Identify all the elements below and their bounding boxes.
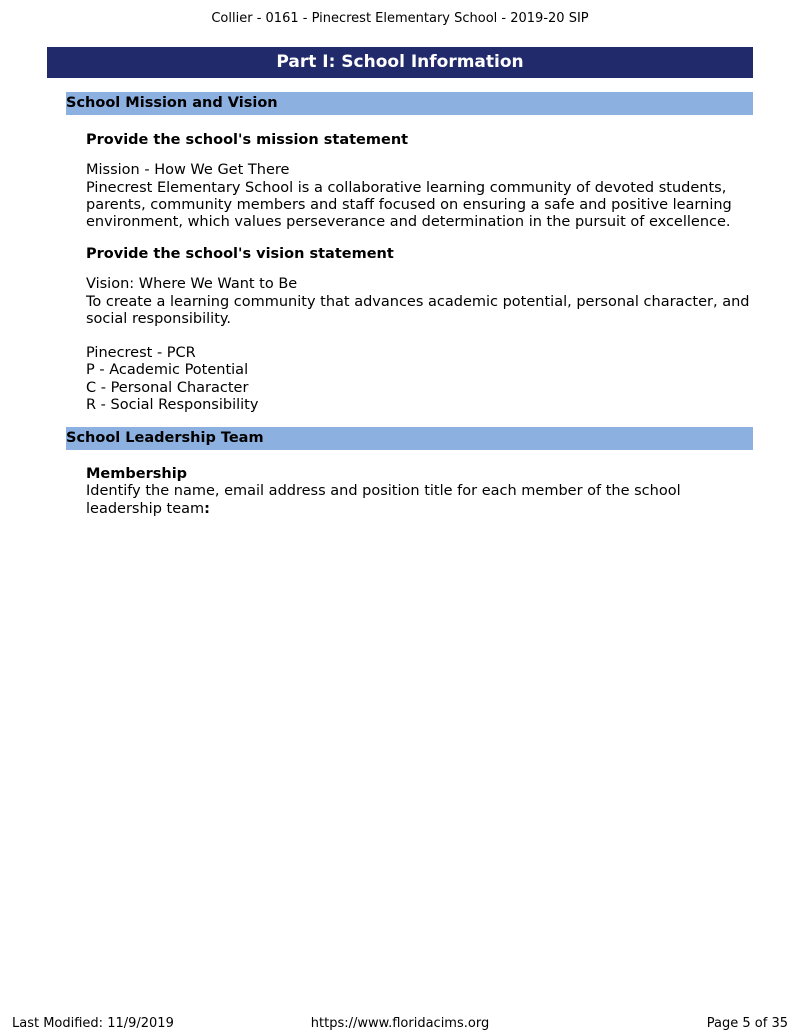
pcr-item: C - Personal Character bbox=[86, 379, 249, 396]
footer-last-modified: Last Modified: 11/9/2019 bbox=[12, 1016, 174, 1031]
footer-page-number: Page 5 of 35 bbox=[706, 1016, 788, 1031]
section-header-mission-vision: School Mission and Vision bbox=[66, 92, 753, 115]
membership-instruction-text: Identify the name, email address and position title for each member of the school leadership team bbox=[86, 483, 681, 517]
pcr-heading: Pinecrest - PCR bbox=[86, 345, 196, 362]
vision-block bbox=[86, 246, 756, 414]
footer-url: https://www.floridacims.org bbox=[310, 1016, 490, 1031]
mission-text: Pinecrest Elementary School is a collaborative learning community of devoted students, parents, community members and staff focused on ensuring a safe and positive learning environment, which values perseverance and determination in the pursuit of excellence. bbox=[86, 179, 732, 231]
membership-block bbox=[86, 466, 756, 518]
vision-question: Provide the school's vision statement bbox=[86, 246, 394, 262]
mission-question: Provide the school's mission statement bbox=[86, 132, 409, 148]
mission-heading: Mission - How We Get There bbox=[86, 162, 290, 179]
part-title-banner: Part I: School Information bbox=[47, 47, 753, 78]
membership-instruction bbox=[86, 483, 756, 518]
mission-block bbox=[86, 132, 756, 231]
membership-colon: : bbox=[204, 500, 210, 517]
membership-label: Membership bbox=[86, 466, 188, 482]
section-header-leadership: School Leadership Team bbox=[66, 427, 753, 450]
running-header: Collier - 0161 - Pinecrest Elementary School - 2019-20 SIP bbox=[211, 11, 589, 26]
pcr-item: P - Academic Potential bbox=[86, 362, 249, 379]
pcr-item: R - Social Responsibility bbox=[86, 397, 259, 414]
vision-text: To create a learning community that advances academic potential, personal character, and social responsibility. bbox=[86, 293, 750, 327]
vision-heading: Vision: Where We Want to Be bbox=[86, 276, 298, 293]
